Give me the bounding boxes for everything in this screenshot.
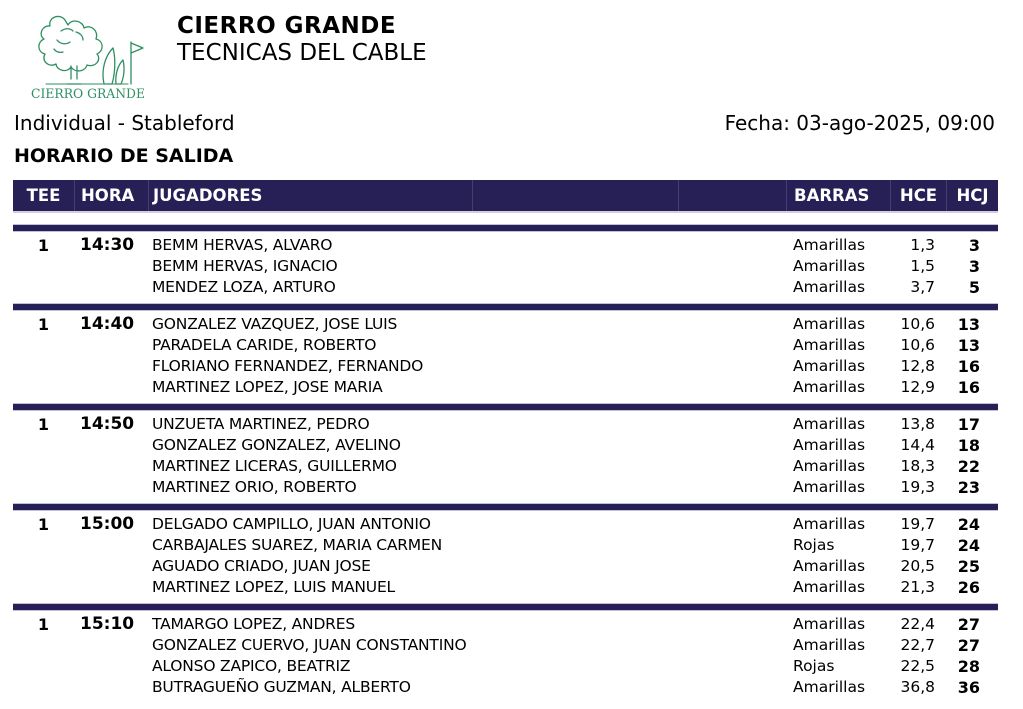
tee-time-cell <box>74 677 148 698</box>
player-row <box>13 435 998 456</box>
player-name-cell: BEMM HERVAS, IGNACIO <box>152 257 338 275</box>
tee-number-cell: 1 <box>37 415 50 434</box>
tee-time-cell <box>74 377 148 398</box>
barras-cell: Amarillas <box>793 478 866 496</box>
tee-time-group <box>13 225 998 304</box>
tee-number-cell <box>13 635 74 656</box>
col-header-hcj: HCJ <box>946 180 998 211</box>
date-label: Fecha: 03-ago-2025, 09:00 <box>724 111 995 135</box>
player-name-cell: MARTINEZ LOPEZ, LUIS MANUEL <box>152 578 395 596</box>
barras-cell: Amarillas <box>793 615 866 633</box>
hce-cell: 18,3 <box>900 457 935 475</box>
tee-time-cell <box>74 635 148 656</box>
hce-cell: 3,7 <box>910 278 935 296</box>
tee-time-cell <box>74 477 148 498</box>
tee-number-cell <box>13 456 74 477</box>
hce-cell: 12,9 <box>900 378 935 396</box>
player-row <box>13 335 998 356</box>
player-row <box>13 477 998 498</box>
barras-cell: Amarillas <box>793 336 866 354</box>
tee-time-cell: 14:50 <box>80 414 135 434</box>
col-header-hce: HCE <box>890 180 946 211</box>
hcj-cell: 23 <box>957 478 980 497</box>
player-name-cell: PARADELA CARIDE, ROBERTO <box>152 336 377 354</box>
hcj-cell: 22 <box>957 457 980 476</box>
page-title: HORARIO DE SALIDA <box>14 145 234 167</box>
hce-cell: 20,5 <box>900 557 935 575</box>
hce-cell: 21,3 <box>900 578 935 596</box>
hcj-cell: 18 <box>957 436 980 455</box>
player-row <box>13 456 998 477</box>
group-rows <box>13 410 998 504</box>
player-name-cell: MARTINEZ LOPEZ, JOSE MARIA <box>152 378 383 396</box>
tee-number-cell <box>13 377 74 398</box>
player-name-cell: TAMARGO LOPEZ, ANDRES <box>152 615 355 633</box>
tee-time-cell <box>74 335 148 356</box>
hcj-cell: 13 <box>957 315 980 334</box>
tee-number-cell: 1 <box>37 315 50 334</box>
tee-time-group <box>13 404 998 504</box>
hcj-cell: 17 <box>957 415 980 434</box>
tee-number-cell <box>13 656 74 677</box>
hce-cell: 22,7 <box>900 636 935 654</box>
hce-cell: 1,5 <box>910 257 935 275</box>
player-name-cell: FLORIANO FERNANDEZ, FERNANDO <box>152 357 424 375</box>
player-name-cell: CARBAJALES SUAREZ, MARIA CARMEN <box>152 536 442 554</box>
hce-cell: 12,8 <box>900 357 935 375</box>
hcj-cell: 3 <box>968 257 980 276</box>
tee-number-cell <box>13 477 74 498</box>
group-rows <box>13 610 998 704</box>
club-title: CIERRO GRANDE <box>177 13 397 39</box>
meta-row <box>14 111 995 135</box>
hcj-cell: 3 <box>968 236 980 255</box>
group-rows <box>13 510 998 604</box>
col-header-hora: HORA <box>74 180 148 211</box>
tee-time-cell <box>74 256 148 277</box>
hcj-cell: 27 <box>957 636 980 655</box>
hcj-cell: 25 <box>957 557 980 576</box>
tee-number-cell <box>13 277 74 298</box>
player-row <box>13 656 998 677</box>
player-row <box>13 256 998 277</box>
tee-time-group <box>13 504 998 604</box>
player-name-cell: MARTINEZ ORIO, ROBERTO <box>152 478 357 496</box>
tee-number-cell: 1 <box>37 615 50 634</box>
player-row <box>13 614 998 635</box>
player-row <box>13 556 998 577</box>
barras-cell: Rojas <box>793 657 835 675</box>
group-rows <box>13 310 998 404</box>
tee-number-cell <box>13 535 74 556</box>
hcj-cell: 24 <box>957 515 980 534</box>
table-body <box>13 225 998 704</box>
player-row <box>13 514 998 535</box>
hce-cell: 36,8 <box>900 678 935 696</box>
tee-number-cell <box>13 677 74 698</box>
barras-cell: Amarillas <box>793 678 866 696</box>
player-name-cell: AGUADO CRIADO, JUAN JOSE <box>152 557 371 575</box>
tee-number-cell <box>13 435 74 456</box>
hcj-cell: 26 <box>957 578 980 597</box>
player-row <box>13 535 998 556</box>
tee-time-cell <box>74 656 148 677</box>
tee-number-cell <box>13 556 74 577</box>
col-header-barras: BARRAS <box>786 180 890 211</box>
tee-time-cell <box>74 356 148 377</box>
player-name-cell: UNZUETA MARTINEZ, PEDRO <box>152 415 370 433</box>
hce-cell: 19,7 <box>900 515 935 533</box>
hce-cell: 10,6 <box>900 315 935 333</box>
player-name-cell: MENDEZ LOZA, ARTURO <box>152 278 336 296</box>
tee-time-cell: 14:30 <box>80 235 135 255</box>
group-rows <box>13 231 998 304</box>
hce-cell: 19,3 <box>900 478 935 496</box>
tee-time-cell: 15:10 <box>80 614 135 634</box>
barras-cell: Amarillas <box>793 636 866 654</box>
player-name-cell: GONZALEZ CUERVO, JUAN CONSTANTINO <box>152 636 467 654</box>
tee-time-cell <box>74 577 148 598</box>
barras-cell: Amarillas <box>793 578 866 596</box>
barras-cell: Amarillas <box>793 236 866 254</box>
col-header-spacer-1 <box>472 180 678 211</box>
club-logo <box>28 5 148 105</box>
tee-time-cell: 15:00 <box>80 514 135 534</box>
tee-number-cell <box>13 577 74 598</box>
player-row <box>13 677 998 698</box>
player-name-cell: BUTRAGUEÑO GUZMAN, ALBERTO <box>152 678 411 696</box>
barras-cell: Rojas <box>793 536 835 554</box>
tee-time-cell <box>74 456 148 477</box>
hce-cell: 10,6 <box>900 336 935 354</box>
club-logo-graphic <box>28 5 148 101</box>
barras-cell: Amarillas <box>793 315 866 333</box>
tee-number-cell <box>13 335 74 356</box>
hcj-cell: 5 <box>968 278 980 297</box>
tee-time-group <box>13 604 998 704</box>
tee-number-cell: 1 <box>37 236 50 255</box>
barras-cell: Amarillas <box>793 278 866 296</box>
player-name-cell: DELGADO CAMPILLO, JUAN ANTONIO <box>152 515 431 533</box>
barras-cell: Amarillas <box>793 257 866 275</box>
tree-icon <box>39 16 102 71</box>
barras-cell: Amarillas <box>793 515 866 533</box>
player-row <box>13 414 998 435</box>
tee-time-cell <box>74 535 148 556</box>
col-header-jugadores: JUGADORES <box>148 180 472 211</box>
player-name-cell: GONZALEZ GONZALEZ, AVELINO <box>152 436 401 454</box>
barras-cell: Amarillas <box>793 436 866 454</box>
tee-time-cell <box>74 435 148 456</box>
col-header-spacer-2 <box>678 180 786 211</box>
hce-cell: 14,4 <box>900 436 935 454</box>
hcj-cell: 13 <box>957 336 980 355</box>
hcj-cell: 16 <box>957 357 980 376</box>
col-header-tee: TEE <box>26 186 61 205</box>
barras-cell: Amarillas <box>793 357 866 375</box>
barras-cell: Amarillas <box>793 457 866 475</box>
tee-time-group <box>13 304 998 404</box>
player-row <box>13 577 998 598</box>
hcj-cell: 27 <box>957 615 980 634</box>
barras-cell: Amarillas <box>793 415 866 433</box>
player-name-cell: ALONSO ZAPICO, BEATRIZ <box>152 657 351 675</box>
tee-time-cell <box>74 277 148 298</box>
tee-number-cell <box>13 356 74 377</box>
player-row <box>13 235 998 256</box>
hce-cell: 22,4 <box>900 615 935 633</box>
brand-titles <box>177 5 427 66</box>
golf-flag-icon <box>131 42 143 84</box>
player-row <box>13 635 998 656</box>
hcj-cell: 36 <box>957 678 980 697</box>
player-row <box>13 314 998 335</box>
tee-times-table <box>13 180 998 704</box>
player-row <box>13 356 998 377</box>
tee-time-cell <box>74 556 148 577</box>
barras-cell: Amarillas <box>793 557 866 575</box>
tee-number-cell <box>13 256 74 277</box>
tee-number-cell: 1 <box>37 515 50 534</box>
player-row <box>13 277 998 298</box>
player-name-cell: GONZALEZ VAZQUEZ, JOSE LUIS <box>152 315 398 333</box>
tee-time-cell: 14:40 <box>80 314 135 334</box>
barras-cell: Amarillas <box>793 378 866 396</box>
hcj-cell: 16 <box>957 378 980 397</box>
brand-header <box>0 0 1023 103</box>
hce-cell: 19,7 <box>900 536 935 554</box>
player-name-cell: MARTINEZ LICERAS, GUILLERMO <box>152 457 397 475</box>
hcj-cell: 28 <box>957 657 980 676</box>
hcj-cell: 24 <box>957 536 980 555</box>
bush-icon <box>103 48 115 84</box>
player-name-cell: BEMM HERVAS, ALVARO <box>152 236 333 254</box>
hce-cell: 22,5 <box>900 657 935 675</box>
club-subtitle: TECNICAS DEL CABLE <box>177 40 427 66</box>
competition-format: Individual - Stableford <box>14 111 235 135</box>
logo-caption: CIERRO GRANDE <box>31 87 145 101</box>
hce-cell: 1,3 <box>910 236 935 254</box>
hce-cell: 13,8 <box>900 415 935 433</box>
player-row <box>13 377 998 398</box>
table-header-row <box>13 180 998 211</box>
